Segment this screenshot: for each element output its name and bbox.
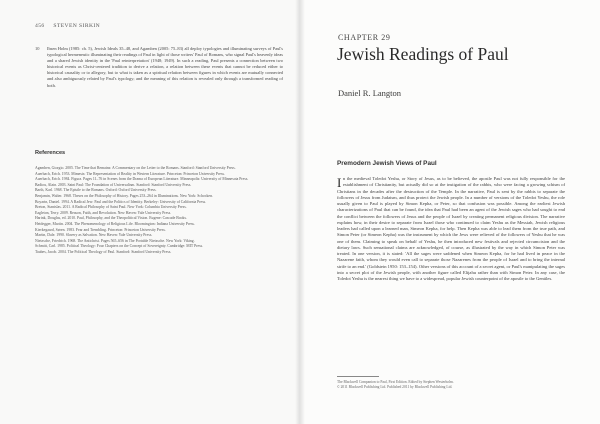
running-head-author: STEVEN SIRKIN bbox=[53, 23, 101, 29]
page-number: 456 bbox=[35, 23, 45, 29]
reference-entry: Kierkegaard, Søren. 1983. Fear and Trembling. Princeton: Princeton University Press. bbox=[35, 227, 166, 232]
reference-entry: Nietzsche, Friedrich. 1968. The Antichrist. Pages 565–656 in The Portable Nietzsche. New York: Viking. bbox=[35, 238, 195, 243]
chapter-number: CHAPTER 29 bbox=[338, 33, 391, 42]
chapter-title: Jewish Readings of Paul bbox=[337, 44, 509, 64]
reference-entry: Auerbach, Erich. 1984. Figura. Pages 11–76 in Scenes from the Drama of European Literature. Minneapolis: University of Minnesota Press. bbox=[35, 177, 249, 182]
reference-entry: Taubes, Jacob. 2004. The Political Theology of Paul. Stanford: Stanford University Press. bbox=[35, 249, 172, 254]
references-heading: References bbox=[35, 150, 66, 156]
reference-entry: Benjamin, Walter. 1968. Theses on the Philosophy of History. Pages 253–264 in Illuminations. New York: Schocken. bbox=[35, 193, 213, 198]
drop-cap: I bbox=[337, 175, 342, 190]
reference-entry: Martin, Dale. 1990. Slavery as Salvation. New Haven: Yale University Press. bbox=[35, 233, 153, 238]
reference-entry: Breton, Stanislas. 2011. A Radical Philosophy of Saint Paul. New York: Columbia University Press. bbox=[35, 205, 187, 210]
footnote-line: The Blackwell Companion to Paul, First Edition. Edited by Stephen Westerholm. bbox=[337, 380, 454, 384]
copyright-footnote bbox=[337, 380, 565, 390]
book-gutter bbox=[295, 0, 305, 424]
reference-entry: Boyarin, Daniel. 1994. A Radical Jew: Paul and the Politics of Identity. Berkeley: University of California Press. bbox=[35, 199, 207, 204]
right-page bbox=[300, 0, 600, 424]
references-list bbox=[35, 166, 285, 256]
endnote-number: 10 bbox=[35, 46, 40, 51]
reference-entry: Auerbach, Erich. 1953. Mimesis: The Representation of Reality in Western Literature. Princeton: Princeton University Press. bbox=[35, 171, 225, 176]
reference-entry: Heidegger, Martin. 2004. The Phenomenology of Religious Life. Bloomington: Indiana University Press. bbox=[35, 221, 195, 226]
reference-entry: Harink, Douglas, ed. 2010. Paul, Philosophy, and the Theopolitical Vision. Eugene: Cascade Books. bbox=[35, 216, 187, 221]
body-text bbox=[337, 176, 565, 282]
reference-entry: Barth, Karl. 1968. The Epistle to the Romans. Oxford: Oxford University Press. bbox=[35, 188, 157, 193]
footnote-line: © 2011 Blackwell Publishing Ltd. Published 2011 by Blackwell Publishing Ltd. bbox=[337, 385, 453, 390]
reference-entry: Eagleton, Terry. 2009. Reason, Faith, and Revolution. New Haven: Yale University Press. bbox=[35, 210, 172, 215]
reference-entry: Badiou, Alain. 2003. Saint Paul: The Foundation of Universalism. Stanford: Stanford University Press. bbox=[35, 182, 192, 187]
section-heading: Premodern Jewish Views of Paul bbox=[337, 160, 437, 167]
body-paragraph: n the medieval Toledot Yeshu, or Story of Jesus, as to be believed, the apostle Paul was not fully responsible for the establishment of Christianity, but actually did so at the instigation of the rabbis, who were facing a growing schism of Christians in the decades after the destruction of the Temple. In the narrative, Paul is sent by the rabbis to separate the followers of Jesus from Judaism, and thus protect the Jewish people. In a number of versions of the Toledot Yeshu, the role usually given to Paul is played by Simon Kepha, or Peter, so that confusion was possible. Among the earliest Jewish characterizations of Paul that can be found, the idea that Paul had been an agent of the Jewish sages who had sought to end the conflict between the followers of Jesus and the people of Israel by creating permanent religious division. The narrative explains how, in their desire to separate from Israel those who continued to claim Yeshu as the Messiah, Jewish religious leaders had called upon a learned man, Simeon Kepha, for help. Then Kepha was able to lead them from the true path, and Simon Peter (or Simeon Kepha) was the instrument by which the Jews were relieved of the followers of Yeshu that he was one of them. Claiming to speak on behalf of Yeshu, he then introduced new festivals and rejected circumcision and the dietary laws. Such sensational claims are acknowledged, of course, as illustrated by the way in which Simon Peter was treated. In one version, it is stated: 'All the sages were saddened when Simeon Kepha, for he had lived in peace in the Nazarene faith, whom they would even call to separate those Nazarenes from the people of Israel and to bring the internal strife to an end.' (Goldstein 1950: 153–154). Other versions of this account of a secret agent, or Paul's manipulating the sages into a secret plot of the Jewish people, with another figure called Elijahu rather than with Simon Peter. In any case, the Toledot Yeshu is the nearest thing we have to a widespread, popular Jewish counterpoint of the apostle to the Gentiles. bbox=[337, 176, 565, 281]
reference-entry: Schmitt, Carl. 1985. Political Theology: Four Chapters on the Concept of Sovereignty. Cambridge: MIT Press. bbox=[35, 244, 204, 249]
reference-entry: Agamben, Giorgio. 2005. The Time that Remains: A Commentary on the Letter to the Romans. Stanford: Stanford University Press. bbox=[35, 166, 236, 170]
footnote-rule bbox=[337, 376, 379, 377]
chapter-author: Daniel R. Langton bbox=[338, 88, 402, 98]
running-head bbox=[35, 23, 100, 29]
endnote bbox=[35, 46, 283, 89]
endnote-text: Ibsen Holm (1985: ch. 5), Jewish Ideals 35–48, and Agamben (2005: 75–83) all deploy typologies and illuminating surveys of Paul's typological hermeneutic illuminating their readings of Paul in light of those writers' Paul of Romans, who signal Paul's heavenly ideas and a shared Jewish identity in the 'Paul reinterpretation' (1948; 1949). In such a reading, Paul presents a connection between two historical events as Christ-centered tradition to derive a relation, a relation between these events that cannot be reduced either to historical causality or to allegory, but to what is taken as a spiritual relation between figures in which events are mutually connected and also ambiguously related by Paul's typology; and the meaning of this relation is revealed only through a transformed reading of both. bbox=[47, 46, 283, 88]
